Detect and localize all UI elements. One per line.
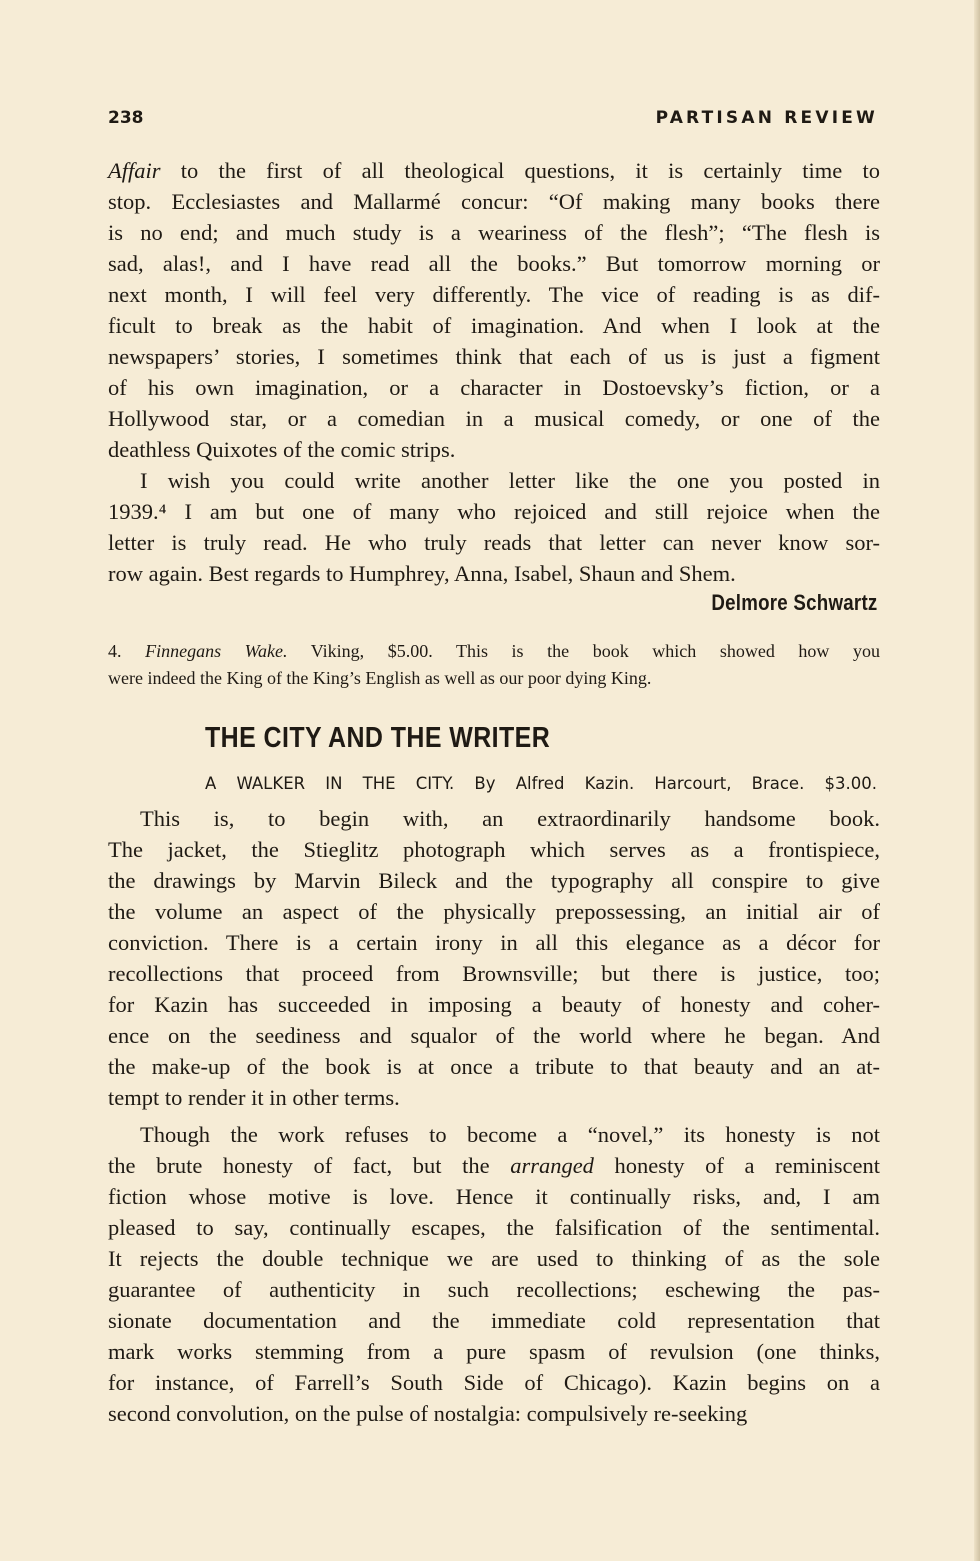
text-line: ficult to break as the habit of imagination. And when I look at the [108,313,880,338]
text-line: stop. Ecclesiastes and Mallarmé concur: “Of making many books there [108,189,880,214]
text-line: is no end; and much study is a weariness of the flesh”; “The flesh is [108,220,880,245]
text-line: were indeed the King of the King’s English as well as our poor dying King. [108,668,652,688]
text-line: ence on the seediness and squalor of the world where he began. And [108,1023,880,1048]
italic-text: Finnegans Wake. [145,641,288,661]
text-line: recollections that proceed from Brownsville; but there is justice, too; [108,961,880,986]
text-line: fiction whose motive is love. Hence it continually risks, and, I am [108,1184,880,1209]
text-line: second convolution, on the pulse of nostalgia: compulsively re-seeking [108,1401,748,1426]
text-line: for instance, of Farrell’s South Side of Chicago). Kazin begins on a [108,1370,880,1395]
text-line: Though the work refuses to become a “novel,” its honesty is not [140,1122,880,1147]
text-line: The jacket, the Stieglitz photograph which serves as a frontispiece, [108,837,880,862]
page-edge [974,0,980,1561]
italic-text: arranged [510,1153,594,1178]
text-line: sionate documentation and the immediate cold representation that [108,1308,880,1333]
text-line: conviction. There is a certain irony in all this elegance as a décor for [108,930,880,955]
text-line: tempt to render it in other terms. [108,1085,400,1110]
text-span: honesty of a reminiscent [593,1153,880,1178]
text-line [108,155,880,186]
text-line: next month, I will feel very differently. The vice of reading is as dif- [108,282,880,307]
paragraph [108,465,880,589]
text-line: row again. Best regards to Humphrey, Anna, Isabel, Shaun and Shem. [108,561,736,586]
text-line: Hollywood star, or a comedian in a musical comedy, or one of the [108,406,880,431]
text-span: to the first of all theological questions, it is certainly time to [160,158,880,183]
review-body [108,803,880,1429]
text-span: the brute honesty of fact, but the [108,1153,511,1178]
text-line: letter is truly read. He who truly reads that letter can never know sor- [108,530,880,555]
text-line: the drawings by Marvin Bileck and the typography all conspire to give [108,868,880,893]
running-header [108,108,878,134]
text-line [108,1150,880,1181]
text-line: sad, alas!, and I have read all the books.” But tomorrow morning or [108,251,880,276]
text-line: of his own imagination, or a character in Dostoevsky’s fiction, or a [108,375,880,400]
text-span: 4. [108,641,146,661]
letter-body [108,155,880,589]
text-line [108,638,880,665]
section-title: THE CITY AND THE WRITER [205,722,551,754]
text-line: deathless Quixotes of the comic strips. [108,437,456,462]
text-line: guarantee of authenticity in such recollections; eschewing the pas- [108,1277,880,1302]
page-number: 238 [108,108,144,128]
book-citation: A WALKER IN THE CITY. By Alfred Kazin. Harcourt, Brace. $3.00. [205,774,877,793]
running-title: PARTISAN REVIEW [655,108,878,128]
text-line: This is, to begin with, an extraordinarily handsome book. [140,806,880,831]
text-line: I wish you could write another letter like the one you posted in [140,468,880,493]
text-line: It rejects the double technique we are used to thinking of as the sole [108,1246,880,1271]
footnote [108,638,880,692]
paragraph [108,1119,880,1429]
text-span: Viking, $5.00. This is the book which showed how you [287,641,880,661]
italic-text: Affair [108,158,161,183]
signature: Delmore Schwartz [711,590,878,615]
paragraph [108,803,880,1113]
text-line: newspapers’ stories, I sometimes think that each of us is just a figment [108,344,880,369]
text-line: the volume an aspect of the physically prepossessing, an initial air of [108,899,880,924]
text-line: for Kazin has succeeded in imposing a beauty of honesty and coher- [108,992,880,1017]
paragraph [108,155,880,465]
text-line: mark works stemming from a pure spasm of revulsion (one thinks, [108,1339,880,1364]
text-line: the make-up of the book is at once a tribute to that beauty and an at- [108,1054,880,1079]
text-line: 1939.⁴ I am but one of many who rejoiced and still rejoice when the [108,499,880,524]
text-line: pleased to say, continually escapes, the falsification of the sentimental. [108,1215,880,1240]
